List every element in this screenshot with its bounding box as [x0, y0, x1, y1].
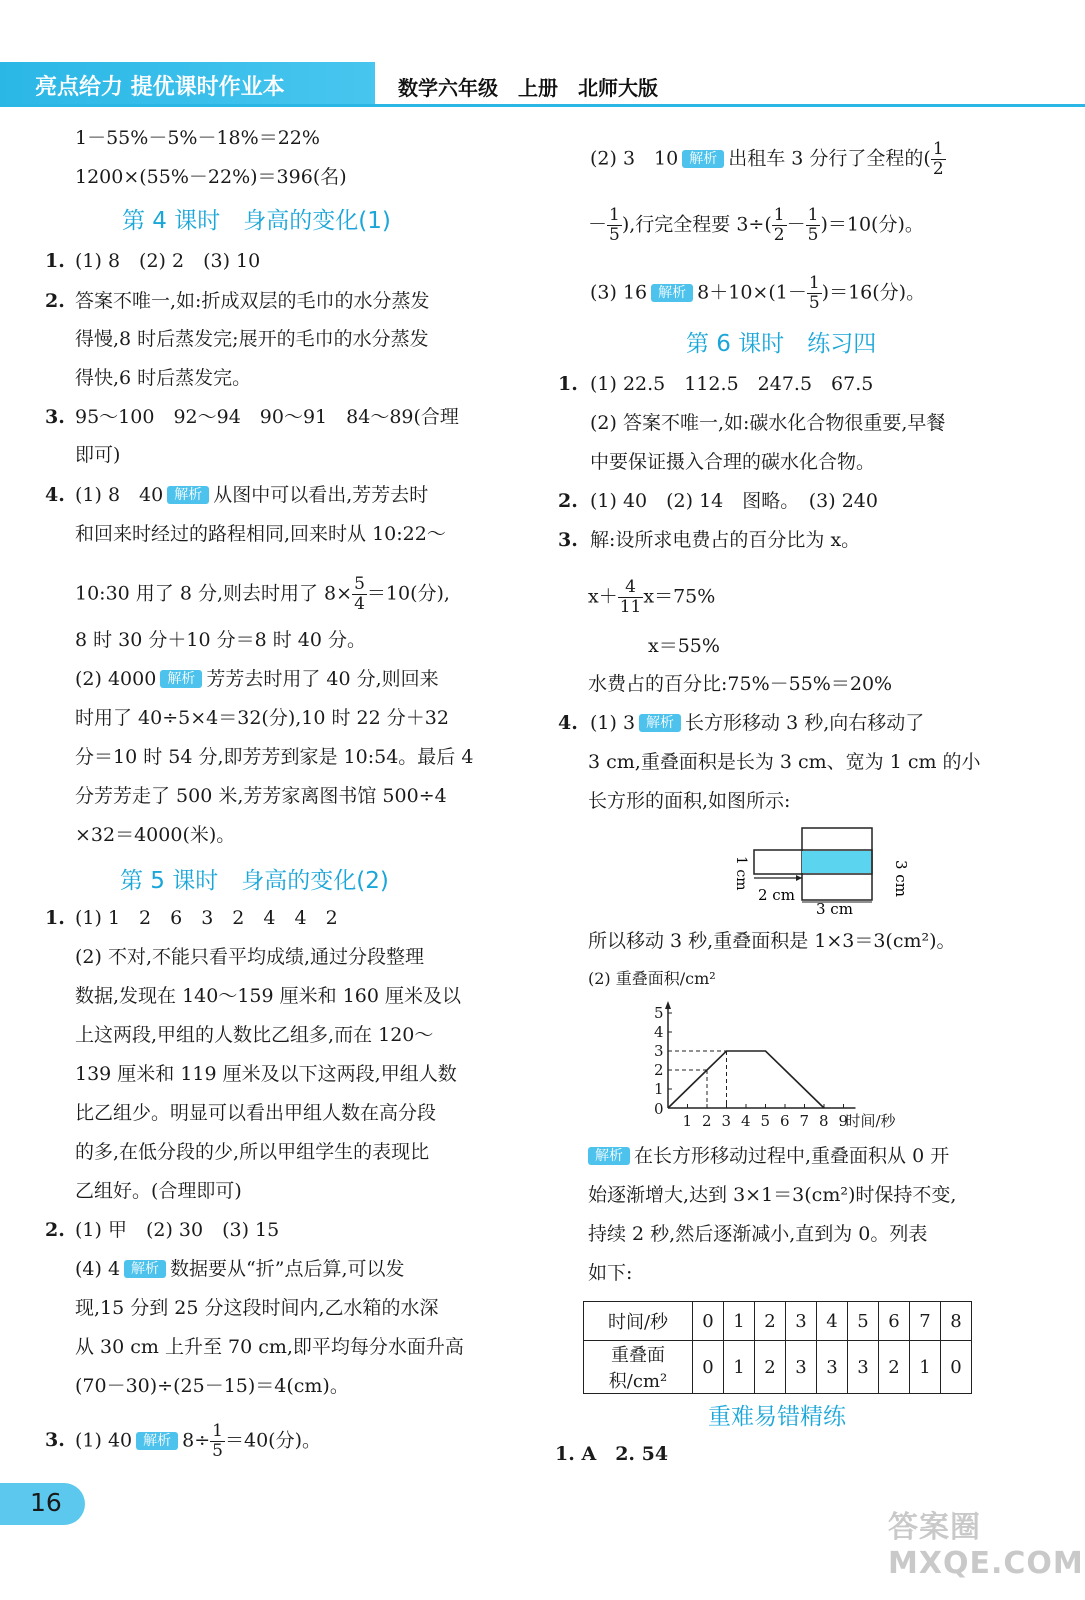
- jiexi-tag: 解析: [136, 1432, 178, 1450]
- q-number: 2.: [558, 490, 578, 512]
- label-3cm-bottom: 3 cm: [816, 900, 853, 918]
- answer-line: 时用了 40÷5×4＝32(分),10 时 22 分＋32: [75, 707, 449, 729]
- section-title-4: 第 4 课时 身高的变化(1): [122, 208, 391, 234]
- analysis-line: 解析 在长方形移动过程中,重叠面积从 0 开: [588, 1144, 949, 1168]
- answer-line: 数据,发现在 140～159 厘米和 160 厘米及以: [75, 985, 461, 1007]
- answer-line: (2) 不对,不能只看平均成绩,通过分段整理: [75, 946, 425, 968]
- answer-line: 中要保证摄入合理的碳水化合物。: [590, 451, 876, 473]
- answer-line: － $\frac{1}{5}$ ),行完全程要 3÷( $\frac{1}{2}$ － $\frac{1}{5}$ )＝10(分)。: [588, 205, 924, 245]
- y-tick-label: 5: [654, 1004, 664, 1022]
- table-cell: 4: [817, 1302, 848, 1341]
- jiexi-tag: 解析: [588, 1147, 630, 1165]
- answer-line: 分＝10 时 54 分,即芳芳到家是 10:54。最后 4: [75, 746, 474, 768]
- q-number: 1.: [558, 373, 578, 395]
- x-tick-label: 4: [741, 1112, 751, 1130]
- table-header-cell: 重叠面积/cm²: [584, 1341, 693, 1394]
- x-tick-label: 7: [799, 1112, 810, 1130]
- y-tick-label: 4: [654, 1023, 664, 1041]
- answer-line: (1) 40 (2) 14 图略。 (3) 240: [590, 490, 878, 512]
- time-area-table: [583, 1301, 972, 1394]
- series-line: [668, 1051, 824, 1108]
- page-number: 16: [30, 1488, 62, 1517]
- table-cell: 0: [941, 1341, 972, 1394]
- y-axis-arrow: [665, 1001, 671, 1009]
- table-cell: 3: [786, 1341, 817, 1394]
- answer-line: 答案不唯一,如:折成双层的毛巾的水分蒸发: [75, 290, 430, 312]
- q-number: 4.: [45, 484, 65, 506]
- q-number: 2.: [45, 290, 65, 312]
- table-cell: 8: [941, 1302, 972, 1341]
- table-cell: 0: [693, 1341, 724, 1394]
- answer-line: 上这两段,甲组的人数比乙组多,而在 120～: [75, 1024, 434, 1046]
- section-title-practice: 重难易错精练: [708, 1404, 846, 1430]
- table-cell: 2: [755, 1341, 786, 1394]
- answer-line: 139 厘米和 119 厘米及以下这两段,甲组人数: [75, 1063, 457, 1085]
- x-tick-label: 9: [838, 1112, 849, 1130]
- q-number: 3.: [558, 529, 578, 551]
- x-axis-label: 时间/秒: [845, 1112, 896, 1130]
- q-number: 2.: [45, 1219, 65, 1241]
- equation-line: x＋ $\frac{4}{11}$ x＝75%: [588, 577, 716, 617]
- y-tick-label: 2: [654, 1061, 664, 1079]
- x-tick-label: 3: [721, 1112, 732, 1130]
- x-tick-label: 8: [819, 1112, 829, 1130]
- table-cell: 0: [693, 1302, 724, 1341]
- chart-title: (2) 重叠面积/cm²: [588, 969, 716, 988]
- answer-line: 所以移动 3 秒,重叠面积是 1×3＝3(cm²)。: [588, 930, 956, 952]
- answer-line: 分芳芳走了 500 米,芳芳家离图书馆 500÷4: [75, 785, 447, 807]
- answer-line: (2) 4000 解析 芳芳去时用了 40 分,则回来: [75, 668, 439, 690]
- table-cell: 1: [724, 1341, 755, 1394]
- table-cell: 7: [910, 1302, 941, 1341]
- answer-line: (2) 3 10 解析 出租车 3 分行了全程的( $\frac{1}{2}$: [590, 139, 944, 179]
- label-2cm: 2 cm: [758, 886, 795, 904]
- x-tick-label: 2: [702, 1112, 712, 1130]
- answer-line: 比乙组少。明显可以看出甲组人数在高分段: [75, 1102, 437, 1124]
- answer-line: (2) 答案不唯一,如:碳水化合物很重要,早餐: [590, 412, 946, 434]
- answer-line: 10:30 用了 8 分,则去时用了 8× $\frac{5}{4}$ ＝10(分),: [75, 574, 450, 614]
- analysis-line: 如下:: [588, 1262, 633, 1284]
- fraction: $\frac{1}{5}$: [808, 273, 820, 313]
- section-title-6: 第 6 课时 练习四: [686, 331, 877, 357]
- q-number: 1.: [45, 250, 65, 272]
- overlap-figure: [720, 820, 910, 920]
- header-rule: [0, 104, 1085, 107]
- jiexi-tag: 解析: [639, 714, 681, 732]
- q-number: 4.: [558, 712, 578, 734]
- book-title: 数学六年级 上册 北师大版: [398, 76, 658, 100]
- q-number: 3.: [45, 1429, 65, 1451]
- x-tick-label: 1: [682, 1112, 693, 1130]
- answer-line: 从 30 cm 上升至 70 cm,即平均每分水面升高: [75, 1336, 464, 1358]
- series-title: 亮点给力 提优课时作业本: [35, 75, 285, 100]
- fraction: $\frac{1}{5}$: [807, 205, 819, 245]
- answer-line: (70－30)÷(25－15)＝4(cm)。: [75, 1375, 349, 1397]
- answer-line: (1) 甲 (2) 30 (3) 15: [75, 1219, 280, 1241]
- fraction: $\frac{5}{4}$: [354, 574, 365, 614]
- q-number: 3.: [45, 406, 65, 428]
- answer-line: 长方形的面积,如图所示:: [588, 790, 791, 812]
- jiexi-tag: 解析: [682, 150, 724, 168]
- label-3cm-side: 3 cm: [892, 860, 910, 897]
- table-cell: 3: [848, 1341, 879, 1394]
- answer-line: (1) 8 40 解析 从图中可以看出,芳芳去时: [75, 484, 429, 506]
- answer-line: 解:设所求电费占的百分比为 x。: [590, 529, 861, 551]
- answer-line: 得快,6 时后蒸发完。: [75, 367, 252, 389]
- final-answers: 1. A 2. 54: [555, 1443, 669, 1465]
- table-cell: 1: [724, 1302, 755, 1341]
- answer-line: 得慢,8 时后蒸发完;展开的毛巾的水分蒸发: [75, 328, 429, 350]
- answer-line: 和回来时经过的路程相同,回来时从 10:22～: [75, 523, 446, 545]
- overlap-area-chart: [640, 990, 940, 1130]
- y-tick-label: 1: [654, 1080, 664, 1098]
- answer-line: 8 时 30 分＋10 分＝8 时 40 分。: [75, 629, 366, 651]
- analysis-line: 持续 2 秒,然后逐渐减小,直到为 0。列表: [588, 1223, 928, 1245]
- fraction: $\frac{1}{2}$: [932, 139, 944, 179]
- answer-line: 95～100 92～94 90～91 84～89(合理: [75, 406, 459, 428]
- answer-line: 即可): [75, 444, 121, 466]
- answer-line: (1) 22.5 112.5 247.5 67.5: [590, 373, 874, 395]
- origin-label: 0: [654, 1100, 664, 1118]
- table-cell: 5: [848, 1302, 879, 1341]
- table-cell: 3: [817, 1341, 848, 1394]
- fraction: $\frac{1}{2}$: [773, 205, 785, 245]
- answer-line: (1) 8 (2) 2 (3) 10: [75, 250, 261, 272]
- table-cell: 2: [755, 1302, 786, 1341]
- overlap-area: [802, 851, 871, 873]
- calc-line-1: 1－55%－5%－18%＝22%: [75, 127, 320, 149]
- jiexi-tag: 解析: [167, 486, 209, 504]
- x-tick-label: 5: [760, 1112, 771, 1130]
- q-number: 1.: [45, 907, 65, 929]
- watermark-logo: 答案圈 MXQE.COM: [888, 1510, 1084, 1581]
- y-tick-label: 3: [654, 1042, 664, 1060]
- answer-line: (1) 40 解析 8÷ $\frac{1}{5}$ ＝40(分)。: [75, 1421, 321, 1461]
- answer-line: (1) 1 2 6 3 2 4 4 2: [75, 907, 338, 929]
- table-cell: 6: [879, 1302, 910, 1341]
- answer-line: (1) 3 解析 长方形移动 3 秒,向右移动了: [590, 712, 925, 734]
- table-cell: 2: [879, 1341, 910, 1394]
- answer-line: 的多,在低分段的少,所以甲组学生的表现比: [75, 1141, 430, 1163]
- answer-line: ×32＝4000(米)。: [75, 824, 236, 846]
- answer-line: 乙组好。(合理即可): [75, 1180, 242, 1202]
- answer-line: 现,15 分到 25 分这段时间内,乙水箱的水深: [75, 1297, 439, 1319]
- answer-line: 3 cm,重叠面积是长为 3 cm、宽为 1 cm 的小: [588, 751, 981, 773]
- table-cell: 1: [910, 1341, 941, 1394]
- fraction: $\frac{4}{11}$: [619, 577, 642, 617]
- answer-line: 水费占的百分比:75%－55%＝20%: [588, 673, 893, 695]
- label-1cm: 1 cm: [733, 856, 749, 891]
- fraction: $\frac{1}{5}$: [212, 1421, 223, 1461]
- answer-line: (4) 4 解析 数据要从“折”点后算,可以发: [75, 1258, 405, 1280]
- section-title-5: 第 5 课时 身高的变化(2): [120, 868, 389, 894]
- fraction: $\frac{1}{5}$: [609, 205, 620, 245]
- table-header-cell: 时间/秒: [584, 1302, 693, 1341]
- calc-line-2: 1200×(55%－22%)＝396(名): [75, 166, 347, 188]
- jiexi-tag: 解析: [124, 1260, 166, 1278]
- equation-line: x＝55%: [648, 635, 720, 657]
- x-tick-label: 6: [780, 1112, 790, 1130]
- jiexi-tag: 解析: [160, 670, 202, 688]
- table-cell: 3: [786, 1302, 817, 1341]
- jiexi-tag: 解析: [651, 284, 693, 302]
- analysis-line: 始逐渐增大,达到 3×1＝3(cm²)时保持不变,: [588, 1184, 957, 1206]
- answer-line: (3) 16 解析 8＋10×(1－ $\frac{1}{5}$ )＝16(分)。: [590, 273, 926, 313]
